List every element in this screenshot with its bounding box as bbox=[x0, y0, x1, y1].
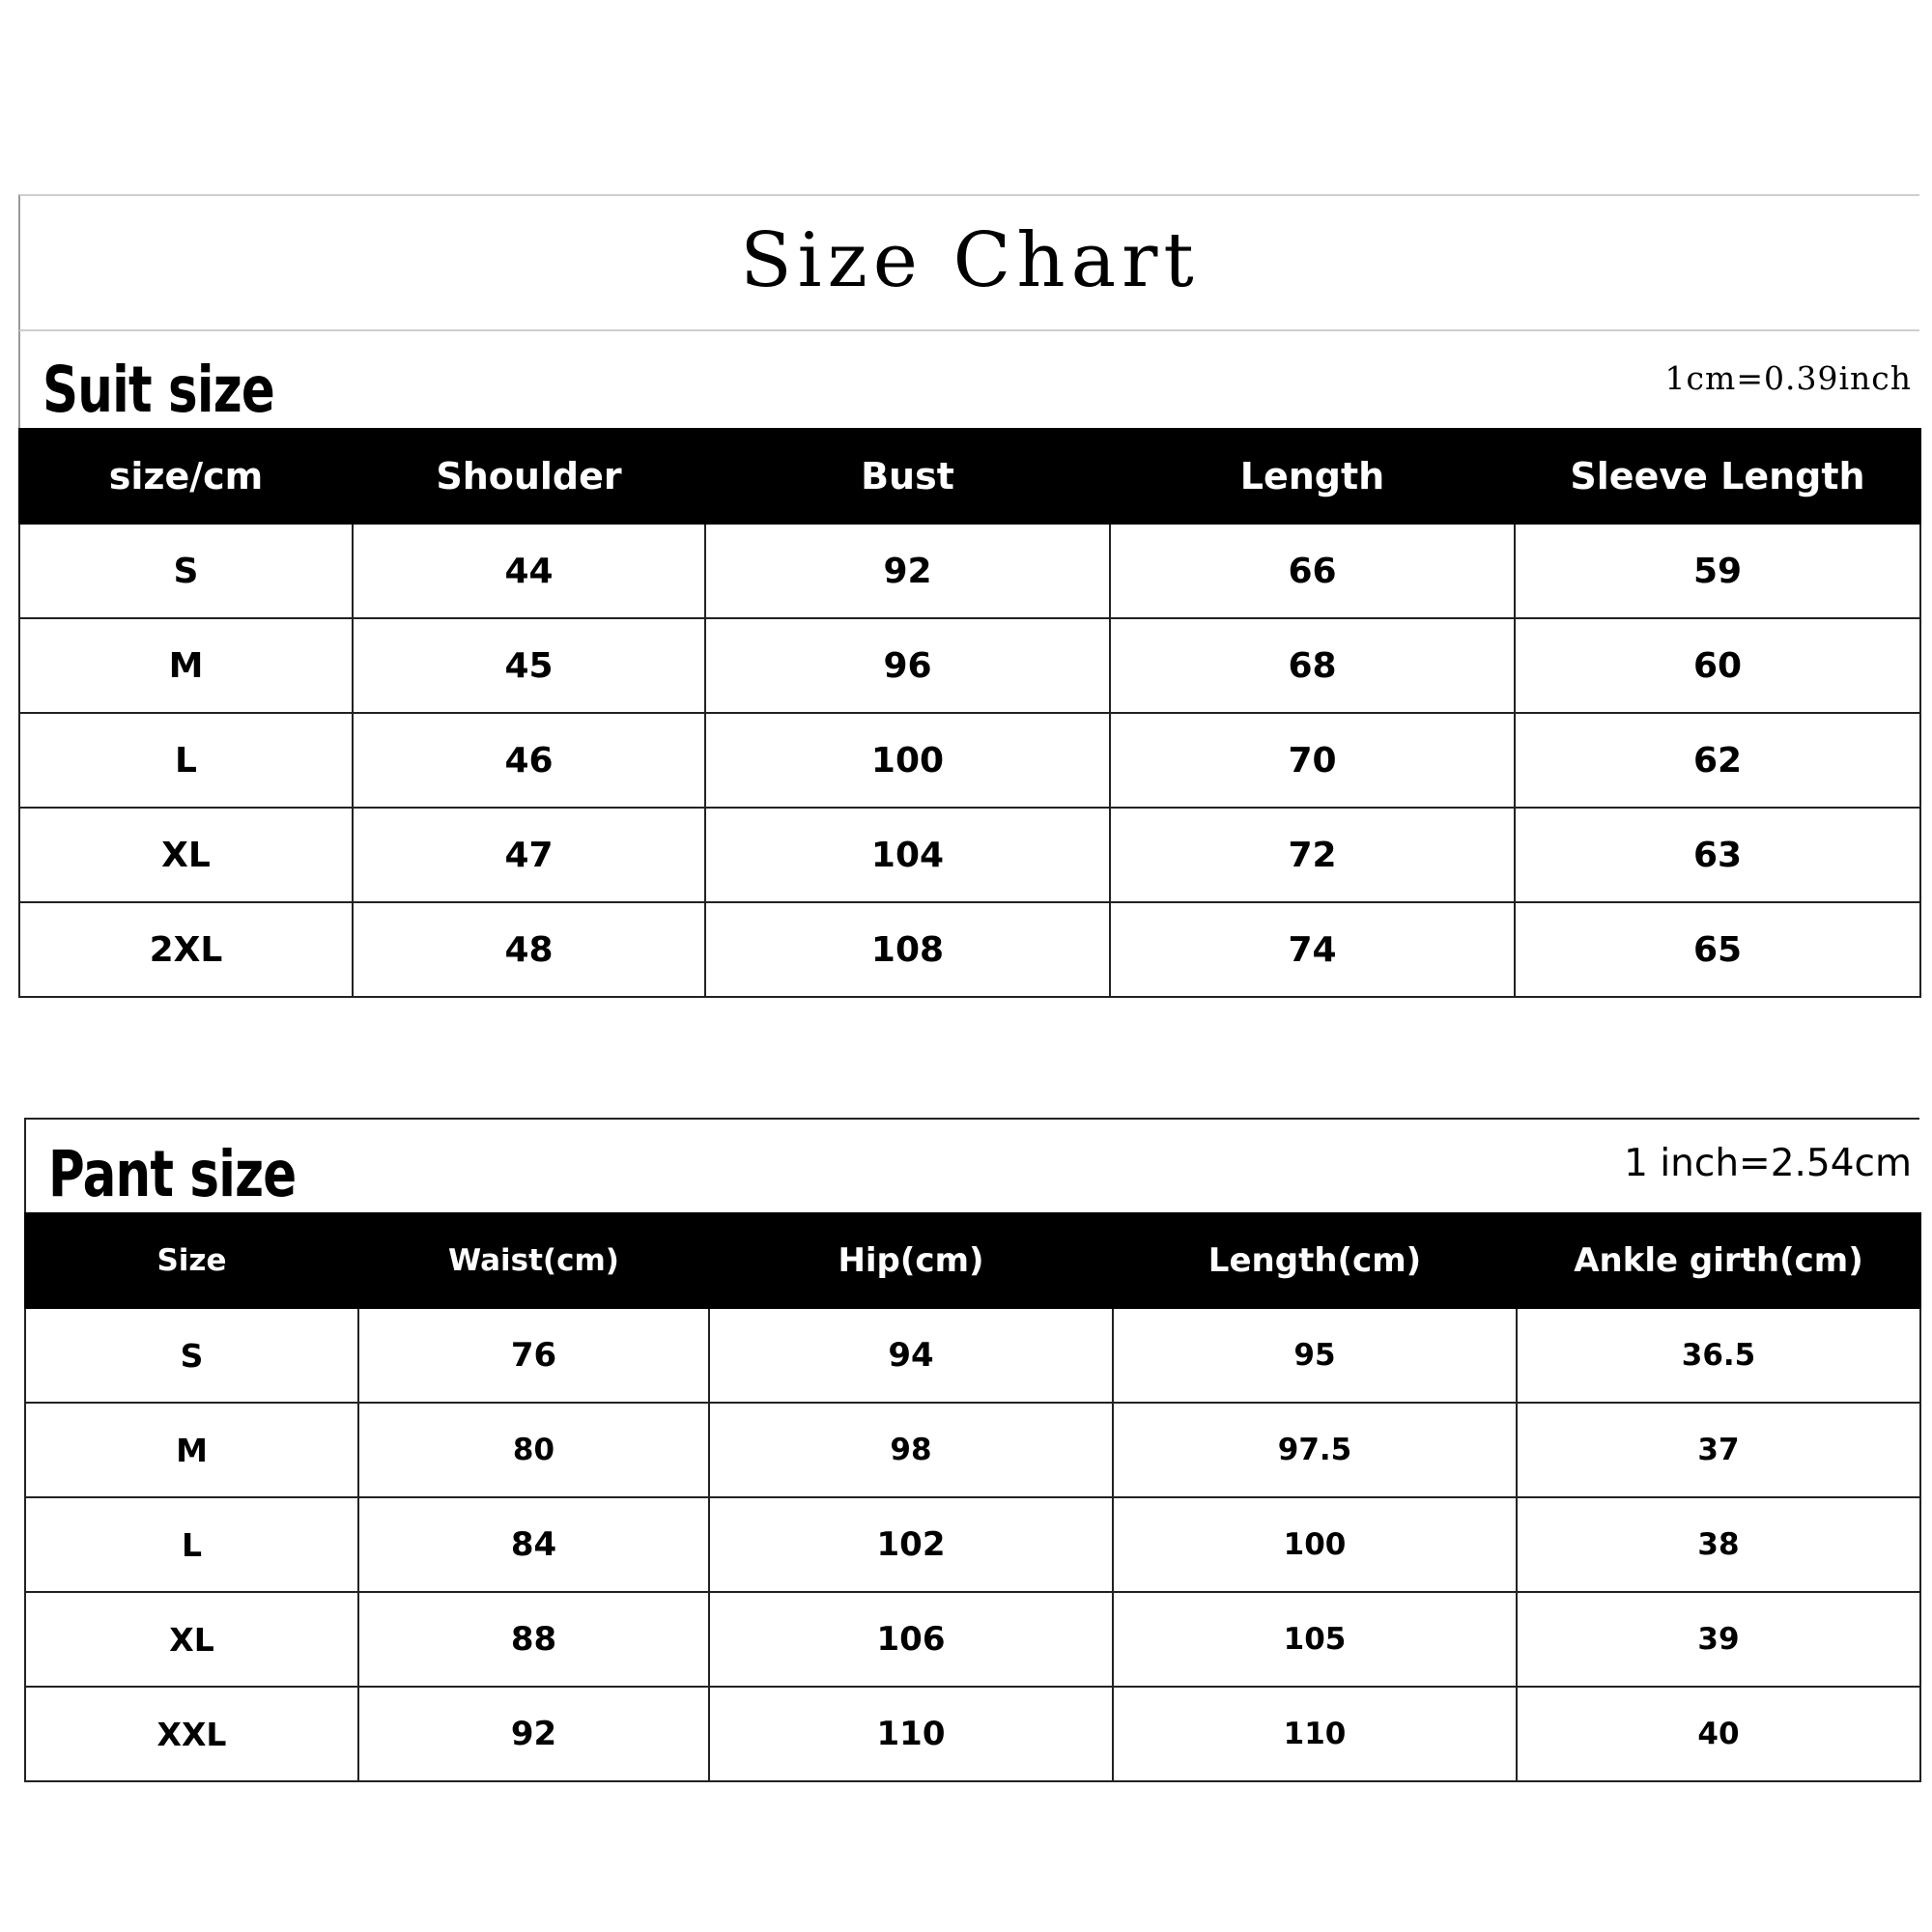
suit-cell-bust: 108 bbox=[705, 902, 1110, 997]
pant-unit-note: 1 inch=2.54cm bbox=[1624, 1142, 1912, 1185]
pant-cell-size: XXL bbox=[25, 1687, 358, 1781]
table-row bbox=[19, 618, 1920, 713]
pant-cell-waist: 76 bbox=[358, 1308, 709, 1403]
suit-header-sleeve-length: Sleeve Length bbox=[1515, 429, 1920, 524]
pant-header-hip: Hip(cm) bbox=[709, 1213, 1113, 1308]
suit-cell-bust: 100 bbox=[705, 713, 1110, 808]
suit-cell-sleeve-length: 63 bbox=[1515, 808, 1920, 902]
pant-cell-hip: 98 bbox=[709, 1403, 1113, 1497]
pant-header-ankle-girth: Ankle girth(cm) bbox=[1517, 1213, 1920, 1308]
suit-cell-size: S bbox=[19, 524, 353, 618]
suit-header-length: Length bbox=[1110, 429, 1515, 524]
pant-cell-size: M bbox=[25, 1403, 358, 1497]
pant-size-table bbox=[24, 1212, 1921, 1782]
pant-cell-waist: 80 bbox=[358, 1403, 709, 1497]
pant-cell-waist: 88 bbox=[358, 1592, 709, 1687]
pant-cell-ankle-girth: 40 bbox=[1517, 1687, 1920, 1781]
pant-cell-size: XL bbox=[25, 1592, 358, 1687]
suit-cell-sleeve-length: 62 bbox=[1515, 713, 1920, 808]
pant-cell-hip: 94 bbox=[709, 1308, 1113, 1403]
pant-cell-size: L bbox=[25, 1497, 358, 1592]
page-title: Size Chart bbox=[740, 217, 1200, 304]
suit-cell-size: M bbox=[19, 618, 353, 713]
suit-cell-sleeve-length: 65 bbox=[1515, 902, 1920, 997]
table-row bbox=[19, 902, 1920, 997]
pant-cell-length: 97.5 bbox=[1113, 1403, 1517, 1497]
suit-cell-size: XL bbox=[19, 808, 353, 902]
suit-cell-bust: 104 bbox=[705, 808, 1110, 902]
suit-size-header bbox=[18, 331, 1919, 428]
suit-header-size: size/cm bbox=[19, 429, 353, 524]
pant-cell-length: 105 bbox=[1113, 1592, 1517, 1687]
pant-size-header bbox=[24, 1118, 1919, 1212]
table-row bbox=[19, 808, 1920, 902]
pant-cell-ankle-girth: 38 bbox=[1517, 1497, 1920, 1592]
suit-cell-shoulder: 47 bbox=[353, 808, 705, 902]
suit-header-row bbox=[19, 429, 1920, 524]
pant-cell-hip: 110 bbox=[709, 1687, 1113, 1781]
table-row bbox=[19, 524, 1920, 618]
table-row bbox=[19, 713, 1920, 808]
suit-cell-length: 74 bbox=[1110, 902, 1515, 997]
table-row bbox=[25, 1687, 1920, 1781]
table-row bbox=[25, 1497, 1920, 1592]
pant-cell-length: 110 bbox=[1113, 1687, 1517, 1781]
suit-header-shoulder: Shoulder bbox=[353, 429, 705, 524]
table-row bbox=[25, 1403, 1920, 1497]
suit-cell-sleeve-length: 60 bbox=[1515, 618, 1920, 713]
suit-cell-length: 66 bbox=[1110, 524, 1515, 618]
pant-cell-ankle-girth: 39 bbox=[1517, 1592, 1920, 1687]
pant-size-heading: Pant size bbox=[48, 1137, 297, 1211]
suit-cell-bust: 92 bbox=[705, 524, 1110, 618]
pant-cell-ankle-girth: 36.5 bbox=[1517, 1308, 1920, 1403]
suit-cell-length: 68 bbox=[1110, 618, 1515, 713]
pant-cell-hip: 102 bbox=[709, 1497, 1113, 1592]
table-row bbox=[25, 1308, 1920, 1403]
suit-unit-note: 1cm=0.39inch bbox=[1664, 359, 1912, 397]
pant-cell-hip: 106 bbox=[709, 1592, 1113, 1687]
suit-cell-size: 2XL bbox=[19, 902, 353, 997]
suit-cell-shoulder: 45 bbox=[353, 618, 705, 713]
suit-cell-bust: 96 bbox=[705, 618, 1110, 713]
suit-size-heading: Suit size bbox=[43, 353, 275, 427]
suit-cell-sleeve-length: 59 bbox=[1515, 524, 1920, 618]
pant-cell-ankle-girth: 37 bbox=[1517, 1403, 1920, 1497]
suit-cell-length: 72 bbox=[1110, 808, 1515, 902]
suit-header-bust: Bust bbox=[705, 429, 1110, 524]
table-row bbox=[25, 1592, 1920, 1687]
pant-header-length: Length(cm) bbox=[1113, 1213, 1517, 1308]
pant-cell-waist: 84 bbox=[358, 1497, 709, 1592]
size-chart-title-box bbox=[18, 194, 1919, 331]
pant-header-row bbox=[25, 1213, 1920, 1308]
pant-header-waist: Waist(cm) bbox=[358, 1213, 709, 1308]
suit-cell-shoulder: 48 bbox=[353, 902, 705, 997]
suit-cell-size: L bbox=[19, 713, 353, 808]
pant-header-size: Size bbox=[25, 1213, 358, 1308]
pant-cell-length: 100 bbox=[1113, 1497, 1517, 1592]
suit-size-table bbox=[18, 428, 1921, 998]
pant-cell-length: 95 bbox=[1113, 1308, 1517, 1403]
pant-cell-size: S bbox=[25, 1308, 358, 1403]
suit-cell-shoulder: 46 bbox=[353, 713, 705, 808]
suit-cell-length: 70 bbox=[1110, 713, 1515, 808]
pant-cell-waist: 92 bbox=[358, 1687, 709, 1781]
suit-cell-shoulder: 44 bbox=[353, 524, 705, 618]
